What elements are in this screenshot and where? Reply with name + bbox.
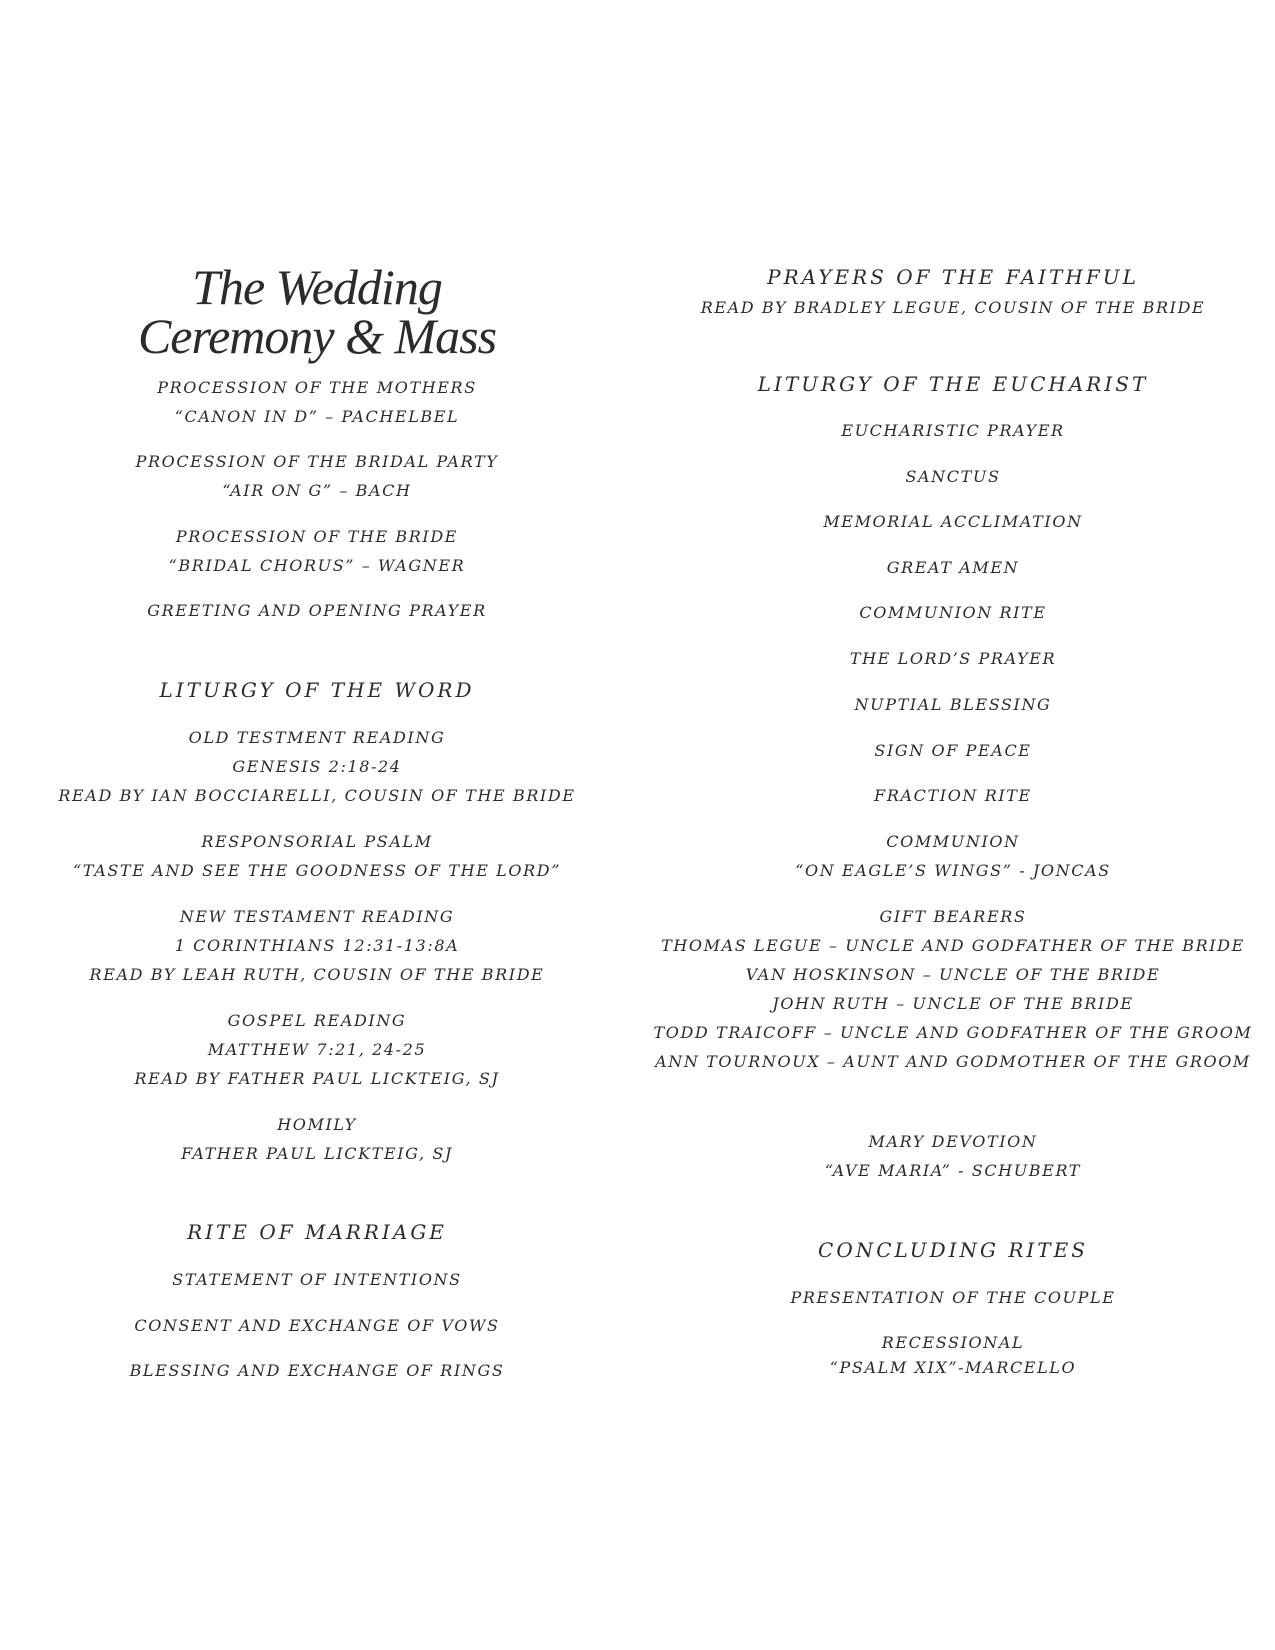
section-heading: CONCLUDING RITES <box>818 1238 1088 1262</box>
program-line: PRESENTATION OF THE COUPLE <box>790 1288 1116 1307</box>
program-line: GIFT BEARERS <box>879 907 1027 926</box>
program-line: GOSPEL READING <box>227 1011 407 1030</box>
program-line: EUCHARISTIC PRAYER <box>841 421 1065 440</box>
section-heading: PRAYERS OF THE FAITHFUL <box>767 265 1139 289</box>
program-line: “AVE MARIA” - SCHUBERT <box>824 1161 1082 1180</box>
program-line: HOMILY <box>277 1115 357 1134</box>
program-line: THE LORD’S PRAYER <box>849 649 1057 668</box>
program-line: NUPTIAL BLESSING <box>854 695 1052 714</box>
program-line: READ BY LEAH RUTH, COUSIN OF THE BRIDE <box>89 965 545 984</box>
program-line: RECESSIONAL <box>881 1333 1025 1352</box>
program-line: “AIR ON G” – BACH <box>222 481 412 500</box>
program-line: TODD TRAICOFF – UNCLE AND GODFATHER OF THE GROOM <box>653 1023 1253 1042</box>
program-line: PROCESSION OF THE MOTHERS <box>157 378 477 397</box>
program-line: “TASTE AND SEE THE GOODNESS OF THE LORD” <box>73 861 561 880</box>
program-line: OLD TESTMENT READING <box>188 728 446 747</box>
program-line: PROCESSION OF THE BRIDAL PARTY <box>135 452 499 471</box>
program-line: MATTHEW 7:21, 24-25 <box>207 1040 427 1059</box>
program-line: SIGN OF PEACE <box>874 741 1032 760</box>
program-line: “BRIDAL CHORUS” – WAGNER <box>168 556 466 575</box>
program-line: FATHER PAUL LICKTEIG, SJ <box>181 1144 453 1163</box>
program-line: NEW TESTAMENT READING <box>179 907 455 926</box>
program-line: VAN HOSKINSON – UNCLE OF THE BRIDE <box>745 965 1161 984</box>
program-line: SANCTUS <box>905 467 1001 486</box>
section-heading: LITURGY OF THE EUCHARIST <box>757 372 1149 396</box>
title-line-2: Ceremony & Mass <box>137 308 497 364</box>
program-line: “ON EAGLE’S WINGS” - JONCAS <box>795 861 1111 880</box>
program-line: CONSENT AND EXCHANGE OF VOWS <box>134 1316 500 1335</box>
program-line: READ BY IAN BOCCIARELLI, COUSIN OF THE BRIDE <box>58 786 576 805</box>
program-line: THOMAS LEGUE – UNCLE AND GODFATHER OF THE BRIDE <box>661 936 1245 955</box>
program-line: GREAT AMEN <box>886 558 1020 577</box>
program-line: COMMUNION RITE <box>859 603 1047 622</box>
program-line: 1 CORINTHIANS 12:31-13:8A <box>174 936 460 955</box>
program-line: READ BY BRADLEY LEGUE, COUSIN OF THE BRIDE <box>700 298 1206 317</box>
program-line: GENESIS 2:18-24 <box>232 757 402 776</box>
title-line-1: The Wedding <box>192 259 442 315</box>
program-line: MEMORIAL ACCLIMATION <box>823 512 1083 531</box>
program-line: BLESSING AND EXCHANGE OF RINGS <box>129 1361 505 1380</box>
section-heading: LITURGY OF THE WORD <box>159 678 475 702</box>
program-line: JOHN RUTH – UNCLE OF THE BRIDE <box>772 994 1134 1013</box>
program-line: “PSALM XIX”-MARCELLO <box>829 1358 1077 1377</box>
program-line: ANN TOURNOUX – AUNT AND GODMOTHER OF THE GROOM <box>655 1052 1251 1071</box>
program-line: COMMUNION <box>886 832 1020 851</box>
program-line: GREETING AND OPENING PRAYER <box>147 601 487 620</box>
program-line: MARY DEVOTION <box>868 1132 1038 1151</box>
program-line: RESPONSORIAL PSALM <box>201 832 433 851</box>
program-line: STATEMENT OF INTENTIONS <box>172 1270 462 1289</box>
program-line: READ BY FATHER PAUL LICKTEIG, SJ <box>134 1069 500 1088</box>
section-heading: RITE OF MARRIAGE <box>187 1220 447 1244</box>
program-line: PROCESSION OF THE BRIDE <box>175 527 459 546</box>
program-line: FRACTION RITE <box>874 786 1032 805</box>
program-line: “CANON IN D” – PACHELBEL <box>174 407 460 426</box>
